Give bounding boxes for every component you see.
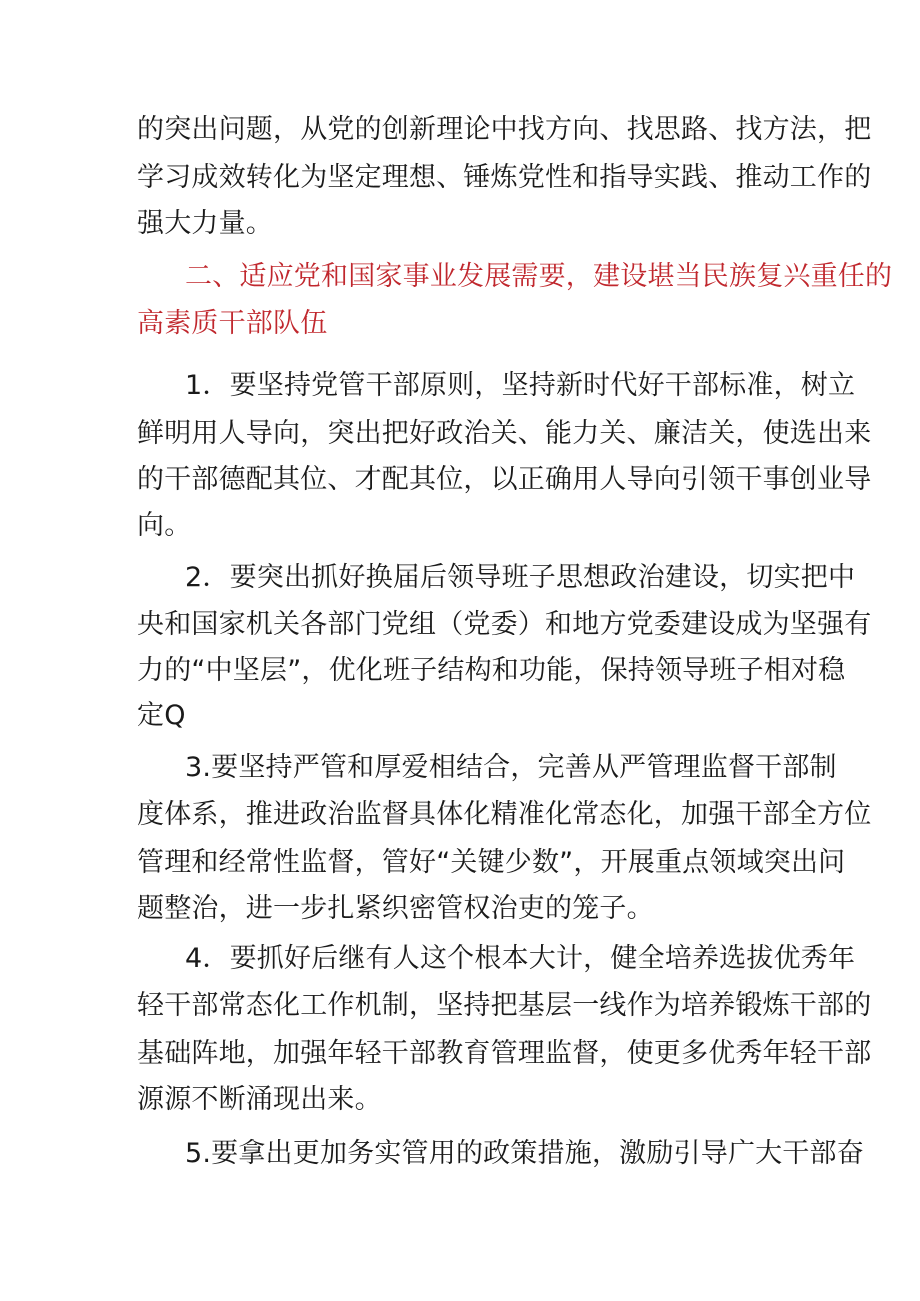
list-item-1-line: 向。 bbox=[137, 510, 192, 541]
list-item-4-line: 4．要抓好后继有人这个根本大计，健全培养选拔优秀年 bbox=[185, 943, 856, 974]
section-heading: 高素质干部队伍 bbox=[137, 308, 328, 339]
list-item-2-line: 定Q bbox=[137, 700, 186, 731]
list-item-4-line: 基础阵地，加强年轻干部教育管理监督，使更多优秀年轻干部 bbox=[137, 1038, 872, 1069]
section-heading: 二、适应党和国家事业发展需要，建设堪当民族复兴重任的 bbox=[185, 261, 893, 292]
list-item-2-line: 央和国家机关各部门党组（党委）和地方党委建设成为坚强有 bbox=[137, 609, 872, 640]
paragraph-line: 学习成效转化为坚定理想、锤炼党性和指导实践、推动工作的 bbox=[137, 162, 872, 193]
list-item-1-line: 鲜明用人导向，突出把好政治关、能力关、廉洁关，使选出来 bbox=[137, 418, 872, 449]
list-item-3-line: 管理和经常性监督，管好“关键少数”，开展重点领域突出问 bbox=[137, 847, 846, 878]
list-item-3-line: 度体系，推进政治监督具体化精准化常态化，加强干部全方位 bbox=[137, 799, 872, 830]
list-item-1-line: 1．要坚持党管干部原则，坚持新时代好干部标准，树立 bbox=[185, 370, 856, 401]
list-item-4-line: 源源不断涌现出来。 bbox=[137, 1084, 382, 1115]
list-item-2-line: 2．要突出抓好换届后领导班子思想政治建设，切实把中 bbox=[185, 562, 856, 593]
paragraph-line: 强大力量。 bbox=[137, 208, 273, 239]
list-item-1-line: 的干部德配其位、才配其位，以正确用人导向引领干事创业导 bbox=[137, 464, 872, 495]
list-item-3-line: 题整治，进一步扎紧织密管权治吏的笼子。 bbox=[137, 893, 654, 924]
list-item-4-line: 轻干部常态化工作机制，坚持把基层一线作为培养锻炼干部的 bbox=[137, 990, 872, 1021]
list-item-5-line: 5.要拿出更加务实管用的政策措施，激励引导广大干部奋 bbox=[185, 1138, 864, 1169]
paragraph-line: 的突出问题，从党的创新理论中找方向、找思路、找方法，把 bbox=[137, 114, 872, 145]
list-item-2-line: 力的“中坚层”，优化班子结构和功能，保持领导班子相对稳 bbox=[137, 655, 846, 686]
list-item-3-line: 3.要坚持严管和厚爱相结合，完善从严管理监督干部制 bbox=[185, 752, 837, 783]
